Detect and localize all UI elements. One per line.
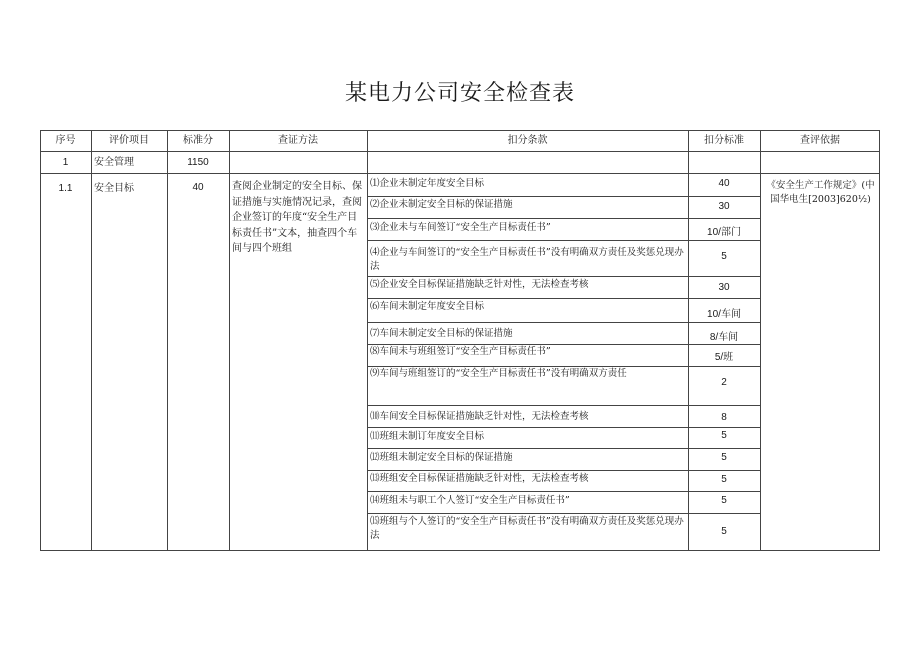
header-method: 查证方法	[278, 135, 318, 146]
deduction-standard: 10/部门	[707, 227, 741, 238]
list-item: ⑷企业与车间签订的“安全生产目标责任书”没有明确双方责任及奖惩兑现办法	[370, 247, 684, 272]
list-item: ⑿班组未制定安全目标的保证措施	[370, 452, 513, 463]
list-item: ⒀班组安全目标保证措施缺乏针对性，无法检查考核	[370, 473, 589, 484]
list-item: ⑵企业未制定安全目标的保证措施	[370, 199, 513, 210]
deduction-standard: 30	[718, 282, 730, 293]
header-basis: 查评依据	[800, 135, 840, 146]
deduction-standard: 2	[721, 377, 727, 388]
list-item: ⑻车间未与班组签订“安全生产目标责任书”	[370, 346, 551, 357]
deduction-standard: 8/车间	[709, 332, 739, 343]
deduction-standard: 5	[721, 495, 727, 506]
list-item: ⑾班组未制订年度安全目标	[370, 431, 485, 442]
section-score: 1150	[187, 157, 209, 168]
deduction-standard: 5	[721, 452, 727, 463]
deduction-standard: 5/班	[714, 352, 734, 363]
list-item: ⒁班组未与职工个人签订“安全生产目标责任书”	[370, 495, 570, 506]
list-item: ⑺车间未制定安全目标的保证措施	[370, 328, 513, 339]
list-item: ⑸企业安全目标保证措施缺乏针对性，无法检查考核	[370, 279, 589, 290]
section-name: 安全管理	[94, 157, 134, 168]
deduction-standard: 5	[721, 430, 727, 441]
deduction-standard: 10/车间	[707, 309, 741, 320]
list-item: ⑼车间与班组签订的“安全生产目标责任书”没有明确双方责任	[370, 368, 627, 379]
header-no: 序号	[55, 135, 76, 146]
deduction-standard: 40	[718, 178, 730, 189]
deduction-standard: 5	[721, 474, 727, 485]
section-no: 1	[62, 157, 69, 168]
list-item: ⒂班组与个人签订的“安全生产目标责任书”没有明确双方责任及奖惩兑现办法	[370, 516, 684, 541]
verification-method: 查阅企业制定的安全目标、保证措施与实施情况记录，查阅企业签订的年度“安全生产目标责任书”文本，抽查四个车间与四个班组	[232, 181, 362, 254]
subsection-score: 40	[192, 182, 204, 193]
deduction-standard: 30	[718, 201, 730, 212]
list-item: ⑹车间未制定年度安全目标	[370, 301, 485, 312]
header-deduction: 扣分条款	[507, 135, 548, 146]
deduction-standard: 5	[721, 251, 727, 262]
list-item: ⑽车间安全目标保证措施缺乏针对性，无法检查考核	[370, 411, 589, 422]
header-score: 标准分	[183, 135, 213, 146]
list-item: ⑴企业未制定年度安全目标	[370, 178, 485, 189]
list-item: ⑶企业未与车间签订“安全生产目标责任书”	[370, 222, 551, 233]
evaluation-basis: 《安全生产工作规定》(中国华电生[2003]620½)	[766, 180, 875, 205]
deduction-standard: 8	[721, 412, 727, 423]
header-standard: 扣分标准	[704, 135, 744, 146]
deduction-standard: 5	[721, 526, 727, 537]
document-title: 某电力公司安全检查表	[344, 81, 575, 106]
subsection-name: 安全目标	[94, 183, 134, 194]
subsection-no: 1.1	[58, 183, 73, 194]
header-item: 评价项目	[109, 135, 149, 146]
